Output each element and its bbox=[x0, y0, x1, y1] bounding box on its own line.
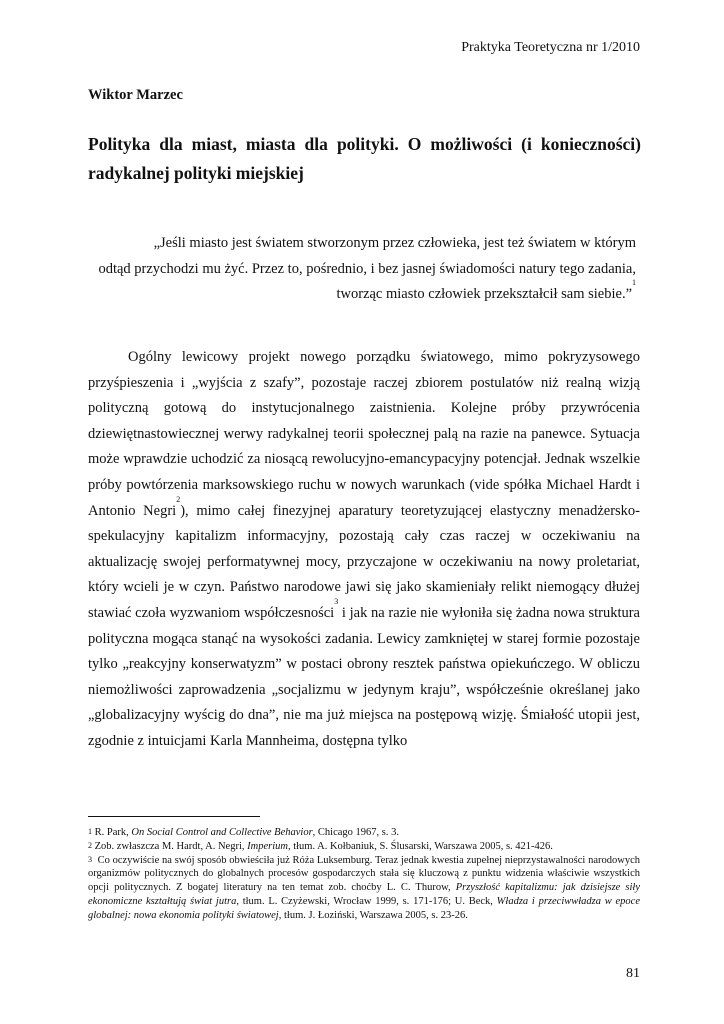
epigraph-line: odtąd przychodzi mu żyć. Przez to, pośrednio, i bez jasnej świadomości natury tego zadania, bbox=[98, 260, 636, 277]
epigraph-line: tworząc miasto człowiek przekształcił sam siebie.”$^1$ bbox=[336, 278, 636, 302]
page-number: 81 bbox=[626, 966, 640, 981]
body-paragraph: Ogólny lewicowy projekt nowego porządku światowego, mimo pokryzysowego przyśpieszenia i „wyjścia z szafy”, pozostaje raczej zbiorem postulatów niż realną wizją polityczną gotową do instytucjonalnego zaistnienia. Kolejne próby przywrócenia dziewiętnastowiecznej werwy radykalnej teorii społecznej palą na razie na panewce. Sytuacja może wprawdzie uchodzić za niosącą rewolucyjno-emancypacyjny potencjał. Jednak wszelkie próby powtórzenia marksowskiego ruchu w nowych warunkach (vide spółka Michael Hardt i Antonio Negri$^2$), mimo całej finezyjnej aparatury teoretyzującej elastyczny menadżersko-spekulacyjny kapitalizm informacyjny, pozostają cały czas raczej w oczekiwaniu na aktualizację swojej performatywnej mocy, przyczajone w oczekiwaniu na nowy proletariat, który wcieli je w czyn. Państwo narodowe jawi się jako skamieniały relikt niemogący dłużej stawiać czoła wyzwaniom współczesności$^3$ i jak na razie nie wyłoniła się żadna nowa struktura polityczna mogąca stanąć na wysokości zadania. Lewicy zamkniętej w starej formie pozostaje tylko „reakcyjny konserwatyzm” w postaci obrony resztek państwa opiekuńczego. W obliczu niemożliwości zaprowadzenia „socjalizmu w jedynym kraju”, współcześnie określanej jako „globalizacyjny wyścig do dna”, nie ma już miejsca na postępową wizję. Śmiałość utopii jest, zgodnie z intuicjami Karla Mannheima, dostępna tylko bbox=[88, 349, 640, 749]
running-head: Praktyka Teoretyczna nr 1/2010 bbox=[461, 40, 640, 55]
footnotes bbox=[88, 826, 640, 923]
footnote-2: $^2$ Zob. zwłaszcza M. Hardt, A. Negri, Imperium, tłum. A. Kołbaniuk, S. Ślusarski, Warszawa 2005, s. 421-426. bbox=[88, 840, 553, 852]
footnote-ref: 2 bbox=[176, 494, 181, 504]
footnote-1: $^1$ R. Park, On Social Control and Collective Behavior, Chicago 1967, s. 3. bbox=[88, 827, 399, 838]
article-title: Polityka dla miast, miasta dla polityki. O możliwości (i konieczności) radykalnej polityki miejskiej bbox=[88, 134, 641, 183]
footnote-3: $^3$ Co oczywiście na swój sposób obwieściła już Róża Luksemburg. Teraz jednak kwestia zupełnej nieprzystawalności narodowych organizmów politycznych do globalnych procesów gospodarczych stała się kluczową z punktu widzenia właściwie wszystkich opcji politycznych. Z bogatej literatury na ten temat zob. choćby L. C. Thurow, Przyszłość kapitalizmu: jak dzisiejsze siły ekonomiczne kształtują świat jutra, tłum. L. Czyżewski, Wrocław 1999, s. 171-176; U. Beck, Władza i przeciwwładza w epoce globalnej: nowa ekonomia polityki światowej, tłum. J. Łoziński, Warszawa 2005, s. 23-26. bbox=[88, 854, 641, 921]
epigraph bbox=[88, 231, 636, 308]
footnote-separator bbox=[88, 816, 260, 817]
author-name: Wiktor Marzec bbox=[88, 87, 183, 103]
footnote-ref: 1 bbox=[632, 278, 636, 287]
footnote-ref: 3 bbox=[334, 596, 339, 606]
epigraph-line: „Jeśli miasto jest światem stworzonym przez człowieka, jest też światem w którym bbox=[153, 235, 636, 251]
